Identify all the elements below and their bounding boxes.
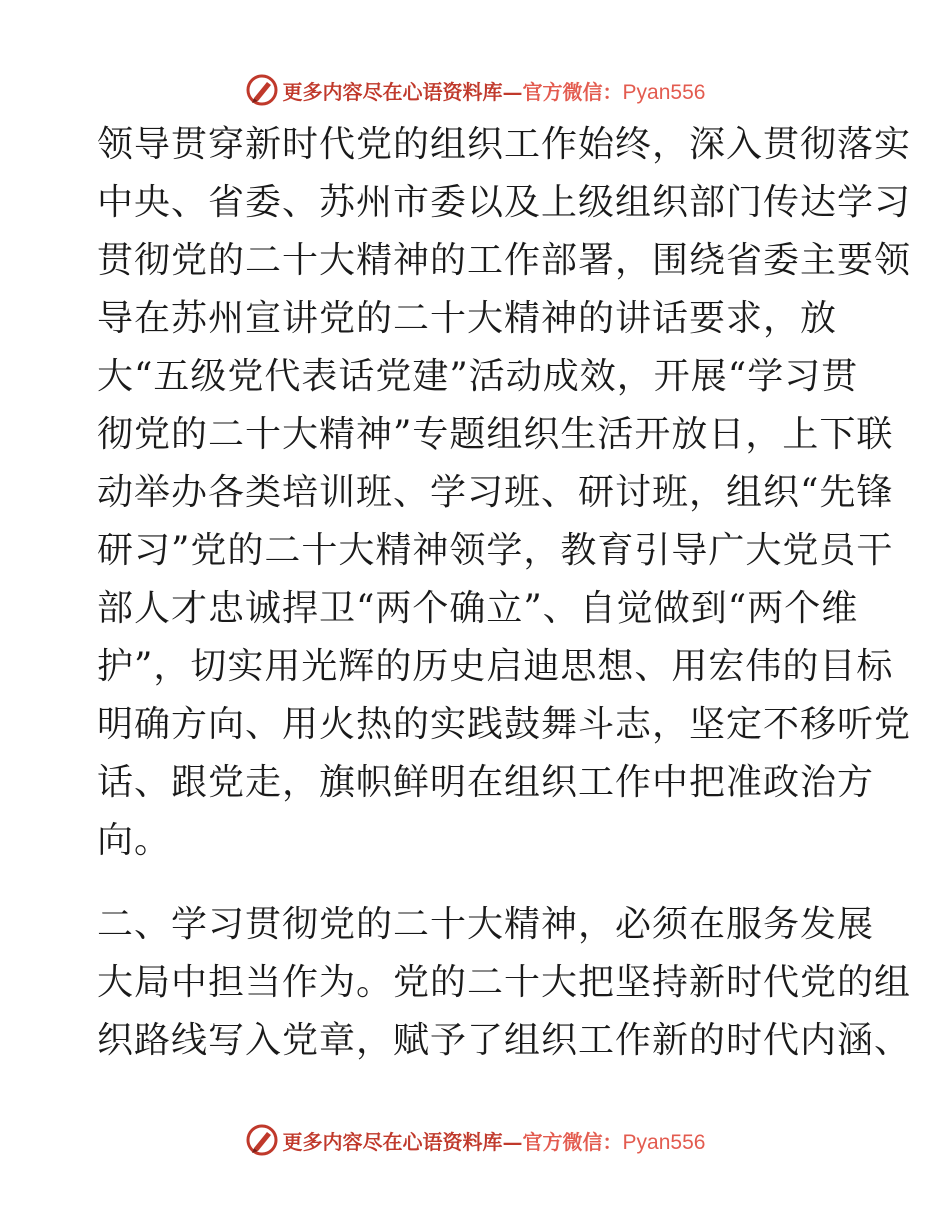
footer-wechat-id: Pyan556 — [622, 1130, 706, 1154]
text-line-13: 向。 — [97, 820, 172, 861]
text-line-11: 明确方向、用火热的实践鼓舞斗志，坚定不移听党 — [97, 704, 912, 745]
text-line-5: 大“五级党代表话党建”活动成效，开展“学习贯 — [97, 356, 859, 397]
pen-circle-logo-icon — [245, 73, 279, 107]
text-line-2: 中央、省委、苏州市委以及上级组织部门传达学习 — [97, 182, 912, 223]
footer-dash: — — [502, 1129, 523, 1154]
text-line-3: 贯彻党的二十大精神的工作部署，围绕省委主要领 — [97, 240, 912, 281]
header-wechat-id: Pyan556 — [622, 80, 706, 104]
footer-main-text: 更多内容尽在心语资料库 — [282, 1129, 503, 1154]
text-line-4: 导在苏州宣讲党的二十大精神的讲话要求，放 — [97, 298, 838, 339]
text-line-12: 话、跟党走，旗帜鲜明在组织工作中把准政治方 — [97, 762, 875, 803]
header-dash: — — [502, 79, 523, 104]
section-heading-line: 二、学习贯彻党的二十大精神，必须在服务发展 — [97, 904, 875, 945]
footer-wechat-label: 官方微信： — [522, 1129, 623, 1154]
footer-text — [283, 1126, 706, 1155]
text-line-1: 领导贯穿新时代党的组织工作始终，深入贯彻落实 — [97, 124, 912, 165]
text-line-16: 织路线写入党章，赋予了组织工作新的时代内涵、 — [97, 1020, 912, 1061]
header-text — [283, 76, 706, 105]
header-wechat-label: 官方微信： — [522, 79, 623, 104]
text-line-9: 部人才忠诚捍卫“两个确立”、自觉做到“两个维 — [97, 588, 859, 629]
text-line-7: 动举办各类培训班、学习班、研讨班，组织“先锋 — [97, 472, 894, 513]
text-line-8: 研习”党的二十大精神领学，教育引导广大党员干 — [97, 530, 894, 571]
pen-circle-logo-icon — [245, 1123, 279, 1157]
text-line-6: 彻党的二十大精神”专题组织生活开放日，上下联 — [97, 414, 894, 455]
footer-banner — [0, 1120, 950, 1160]
text-line-10: 护”，切实用光辉的历史启迪思想、用宏伟的目标 — [97, 646, 894, 687]
text-line-15: 大局中担当作为。党的二十大把坚持新时代党的组 — [97, 962, 912, 1003]
header-banner — [0, 70, 950, 110]
header-main-text: 更多内容尽在心语资料库 — [282, 79, 503, 104]
